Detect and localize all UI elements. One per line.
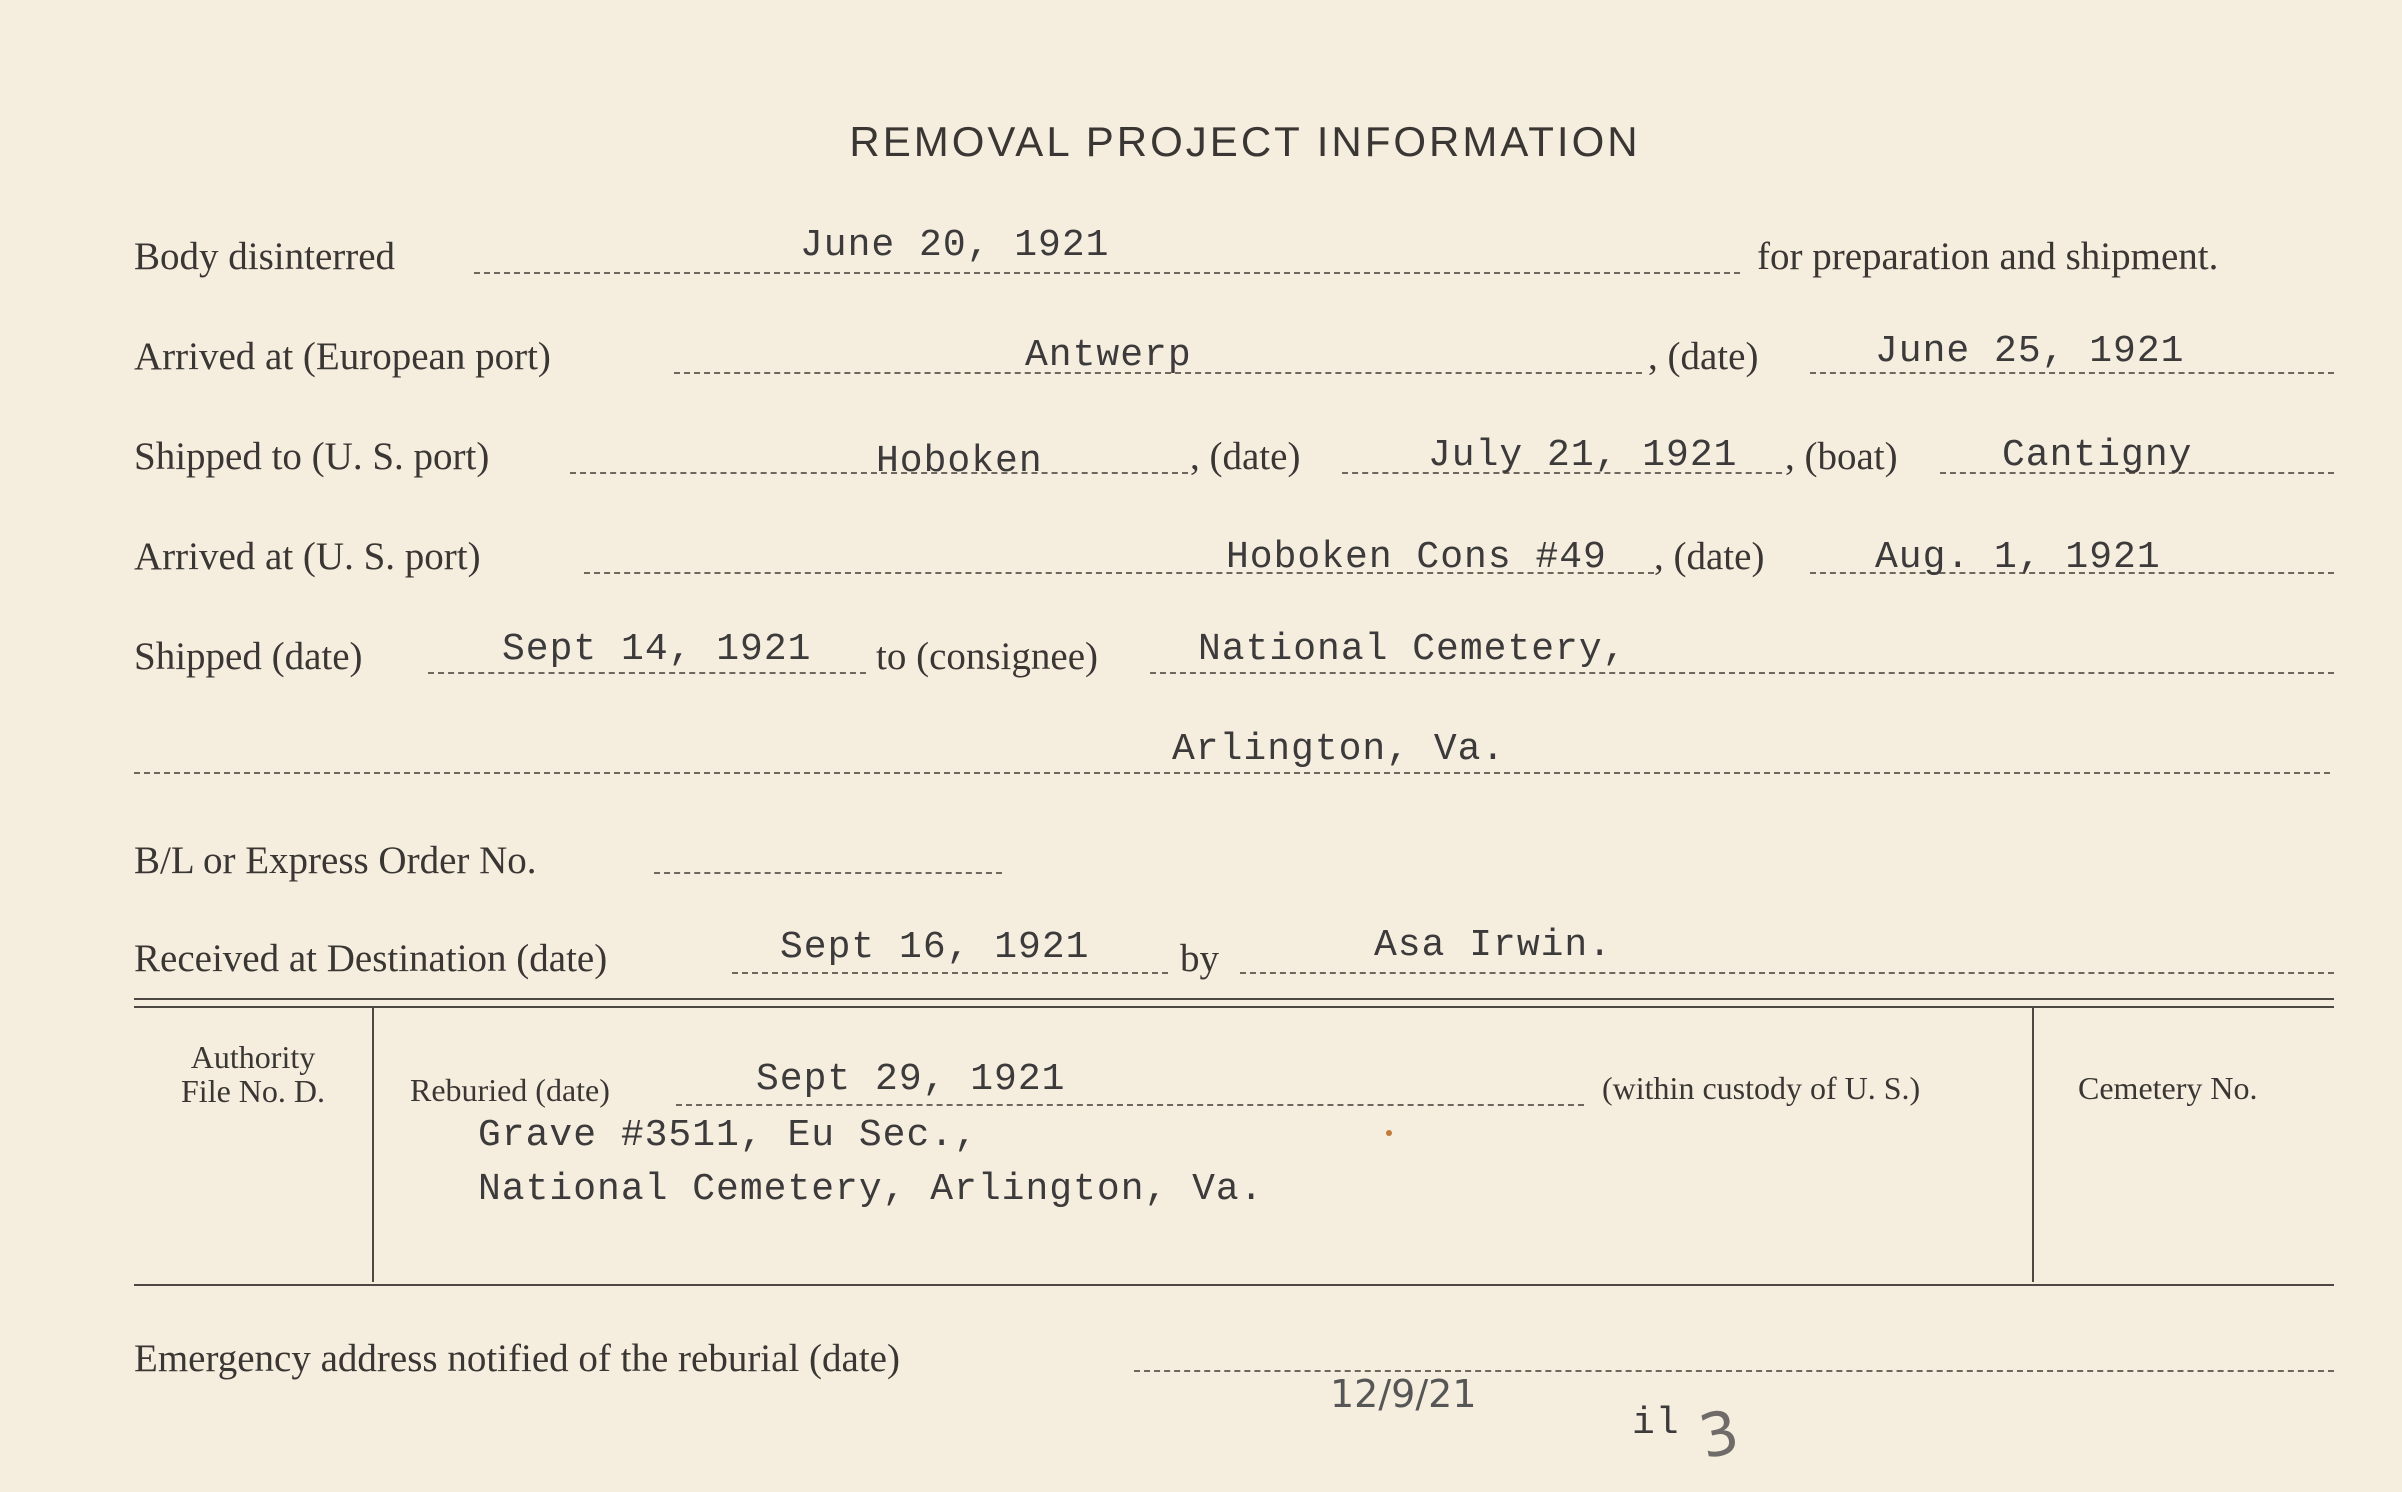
- european-port-date-label: , (date): [1648, 335, 1759, 378]
- body-disinterred-value: June 20, 1921: [800, 224, 1110, 267]
- cemetery-no-label: Cemetery No.: [2078, 1070, 2258, 1106]
- grave-line1: Grave #3511, Eu Sec.,: [478, 1114, 978, 1157]
- box-divider-right: [2032, 1006, 2034, 1282]
- consignee-line1: National Cemetery,: [1198, 628, 1627, 671]
- boat-value: Cantigny: [2002, 434, 2193, 477]
- european-port-date: June 25, 1921: [1875, 330, 2185, 373]
- box-top-rule-2: [134, 1006, 2334, 1008]
- us-port-arrived-label: Arrived at (U. S. port): [134, 535, 481, 578]
- box-bottom-rule: [134, 1284, 2334, 1286]
- boat-label: , (boat): [1785, 435, 1898, 478]
- stain-spot: [1386, 1130, 1392, 1136]
- received-by: Asa Irwin.: [1374, 924, 1613, 967]
- us-port-arrived-value: Hoboken Cons #49: [1226, 536, 1607, 579]
- consignee-line: [1150, 672, 2334, 674]
- bl-order-line: [654, 872, 1002, 874]
- received-by-line: [1240, 972, 2334, 974]
- consignee-label: to (consignee): [876, 635, 1099, 678]
- emergency-mark: 3: [1693, 1396, 1746, 1474]
- custody-label: (within custody of U. S.): [1602, 1070, 1921, 1106]
- box-top-rule-1: [134, 998, 2334, 1000]
- reburied-label: Reburied (date): [410, 1072, 610, 1108]
- body-disinterred-line: [474, 272, 1740, 274]
- authority-label-line2: File No. D.: [181, 1073, 325, 1109]
- us-port-shipped-date: July 21, 1921: [1428, 434, 1738, 477]
- us-port-shipped-value: Hoboken: [876, 440, 1043, 483]
- box-divider-left: [372, 1006, 374, 1282]
- european-port-label: Arrived at (European port): [134, 335, 551, 378]
- emergency-label: Emergency address notified of the reburial (date): [134, 1337, 900, 1380]
- grave-line2: National Cemetery, Arlington, Va.: [478, 1168, 1264, 1211]
- reburied-date-line: [676, 1104, 1584, 1106]
- card-title: REMOVAL PROJECT INFORMATION: [849, 118, 1641, 165]
- received-date-line: [732, 972, 1168, 974]
- authority-label-line1: Authority: [190, 1039, 316, 1075]
- received-by-label: by: [1180, 937, 1219, 980]
- shipped-date-label: Shipped (date): [134, 635, 363, 678]
- us-port-shipped-date-label: , (date): [1190, 435, 1301, 478]
- consignee-line2: Arlington, Va.: [1172, 728, 1506, 771]
- bl-order-label: B/L or Express Order No.: [134, 839, 537, 882]
- us-port-arrived-date-label: , (date): [1654, 535, 1765, 578]
- us-port-shipped-label: Shipped to (U. S. port): [134, 435, 490, 478]
- authority-label: [134, 1040, 372, 1108]
- emergency-line: [1134, 1370, 2334, 1372]
- us-port-arrived-date: Aug. 1, 1921: [1875, 536, 2161, 579]
- shipped-date-line: [428, 672, 866, 674]
- consignee-continuation-line: [134, 772, 2330, 774]
- emergency-initials: il: [1632, 1402, 1680, 1445]
- received-date-label: Received at Destination (date): [134, 937, 608, 980]
- received-date: Sept 16, 1921: [780, 926, 1090, 969]
- emergency-date: 12/9/21: [1330, 1372, 1477, 1416]
- body-disinterred-label: Body disinterred: [134, 235, 396, 278]
- european-port-value: Antwerp: [1025, 334, 1192, 377]
- reburied-date: Sept 29, 1921: [756, 1058, 1066, 1101]
- body-disinterred-suffix: for preparation and shipment.: [1757, 235, 2219, 278]
- shipped-date: Sept 14, 1921: [502, 628, 812, 671]
